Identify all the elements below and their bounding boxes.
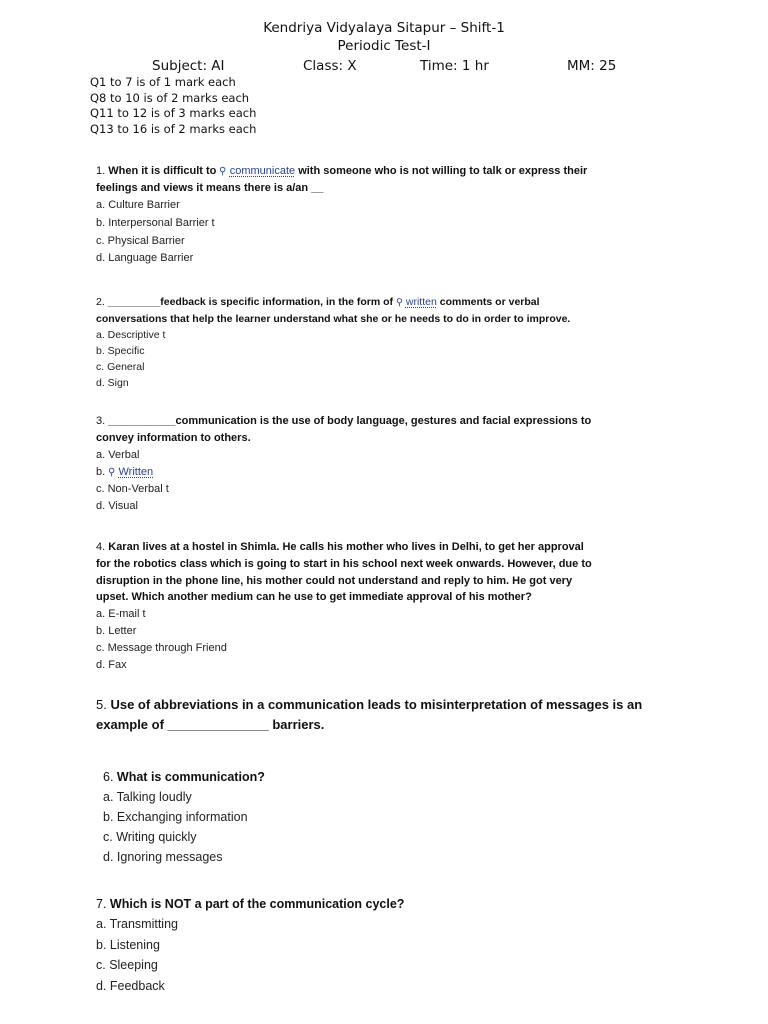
question-4-line: for the robotics class which is going to start in his school next week onwards. However, due to (96, 557, 592, 570)
question-7 (96, 894, 404, 996)
question-7-option: c. Sleeping (96, 958, 158, 973)
question-6-option: c. Writing quickly (103, 830, 197, 844)
question-2-option: a. Descriptive t (96, 329, 166, 341)
question-3-option: d. Visual (96, 500, 138, 512)
question-1-line-1: 1. When it is difficult to ⚲ communicate with someone who is not willing to talk or express their (96, 163, 587, 180)
question-2-option: b. Specific (96, 345, 145, 357)
question-6-option: b. Exchanging information (103, 810, 248, 824)
max-marks-label: MM: 25 (567, 58, 617, 74)
marking-scheme-line: Q13 to 16 is of 2 marks each (90, 121, 257, 136)
question-4-option: b. Letter (96, 624, 137, 637)
school-name: Kendriya Vidyalaya Sitapur – Shift-1 (263, 20, 505, 36)
dictionary-link-written[interactable]: Written (118, 466, 154, 478)
question-7-option: a. Transmitting (96, 917, 178, 932)
question-2-line-2: conversations that help the learner understand what she or he needs to do in order to improve. (96, 313, 571, 325)
dictionary-link-communicate[interactable]: communicate (229, 165, 296, 177)
question-5-line-2: example of ______________ barriers. (96, 717, 325, 732)
question-1-option: a. Culture Barrier (96, 199, 180, 211)
question-6-line: 6. What is communication? (103, 770, 265, 784)
question-4-line: upset. Which another medium can he use to get immediate approval of his mother? (96, 591, 532, 604)
question-2 (96, 294, 570, 391)
question-2-line-1: 2. _________feedback is specific information, in the form of ⚲ written comments or verbal (96, 294, 570, 311)
question-7-option: d. Feedback (96, 978, 165, 993)
question-4 (96, 539, 592, 673)
marking-scheme-line: Q1 to 7 is of 1 mark each (90, 75, 236, 89)
question-5-line-1: 5. Use of abbreviations in a communication leads to misinterpretation of messages is an (96, 697, 643, 712)
question-2-option: d. Sign (96, 377, 129, 389)
search-icon[interactable]: ⚲ (219, 166, 227, 177)
question-4-option: c. Message through Friend (96, 641, 227, 654)
question-1-option: b. Interpersonal Barrier t (96, 216, 215, 229)
question-5 (96, 695, 642, 735)
search-icon[interactable]: ⚲ (108, 467, 116, 478)
question-4-line: disruption in the phone line, his mother could not understand and reply to him. He got very (96, 574, 573, 587)
question-6-option: d. Ignoring messages (103, 850, 223, 864)
dictionary-link-written[interactable]: written (405, 296, 437, 308)
question-3-option: c. Non-Verbal t (96, 483, 169, 495)
marking-scheme (90, 75, 256, 137)
question-6 (103, 767, 265, 867)
question-3-option: b. ⚲ Written (96, 464, 591, 481)
question-1-line-2: feelings and views it means there is a/an __ (96, 182, 324, 194)
question-3-line-2: convey information to others. (96, 432, 251, 444)
time-label: Time: 1 hr (420, 58, 489, 74)
marking-scheme-line: Q11 to 12 is of 3 marks each (90, 106, 257, 120)
question-7-line: 7. Which is NOT a part of the communication cycle? (96, 897, 405, 911)
question-3 (96, 413, 591, 515)
class-label: Class: X (303, 58, 357, 74)
question-3-line-1: 3. ___________communication is the use of body language, gestures and facial expressions to (96, 415, 592, 427)
question-6-option: a. Talking loudly (103, 790, 192, 804)
question-2-option: c. General (96, 361, 145, 373)
question-4-line: 4. Karan lives at a hostel in Shimla. He calls his mother who lives in Delhi, to get her approval (96, 541, 584, 553)
test-name: Periodic Test-I (337, 38, 431, 54)
subject-label: Subject: AI (152, 58, 225, 74)
question-3-option: a. Verbal (96, 449, 140, 461)
question-4-option: d. Fax (96, 658, 127, 671)
question-7-option: b. Listening (96, 937, 160, 952)
question-1-option: d. Language Barrier (96, 252, 194, 265)
question-1-option: c. Physical Barrier (96, 234, 185, 247)
search-icon[interactable]: ⚲ (395, 297, 403, 308)
question-4-option: a. E-mail t (96, 608, 146, 621)
marking-scheme-line: Q8 to 10 is of 2 marks each (90, 90, 250, 105)
question-1 (96, 163, 587, 268)
